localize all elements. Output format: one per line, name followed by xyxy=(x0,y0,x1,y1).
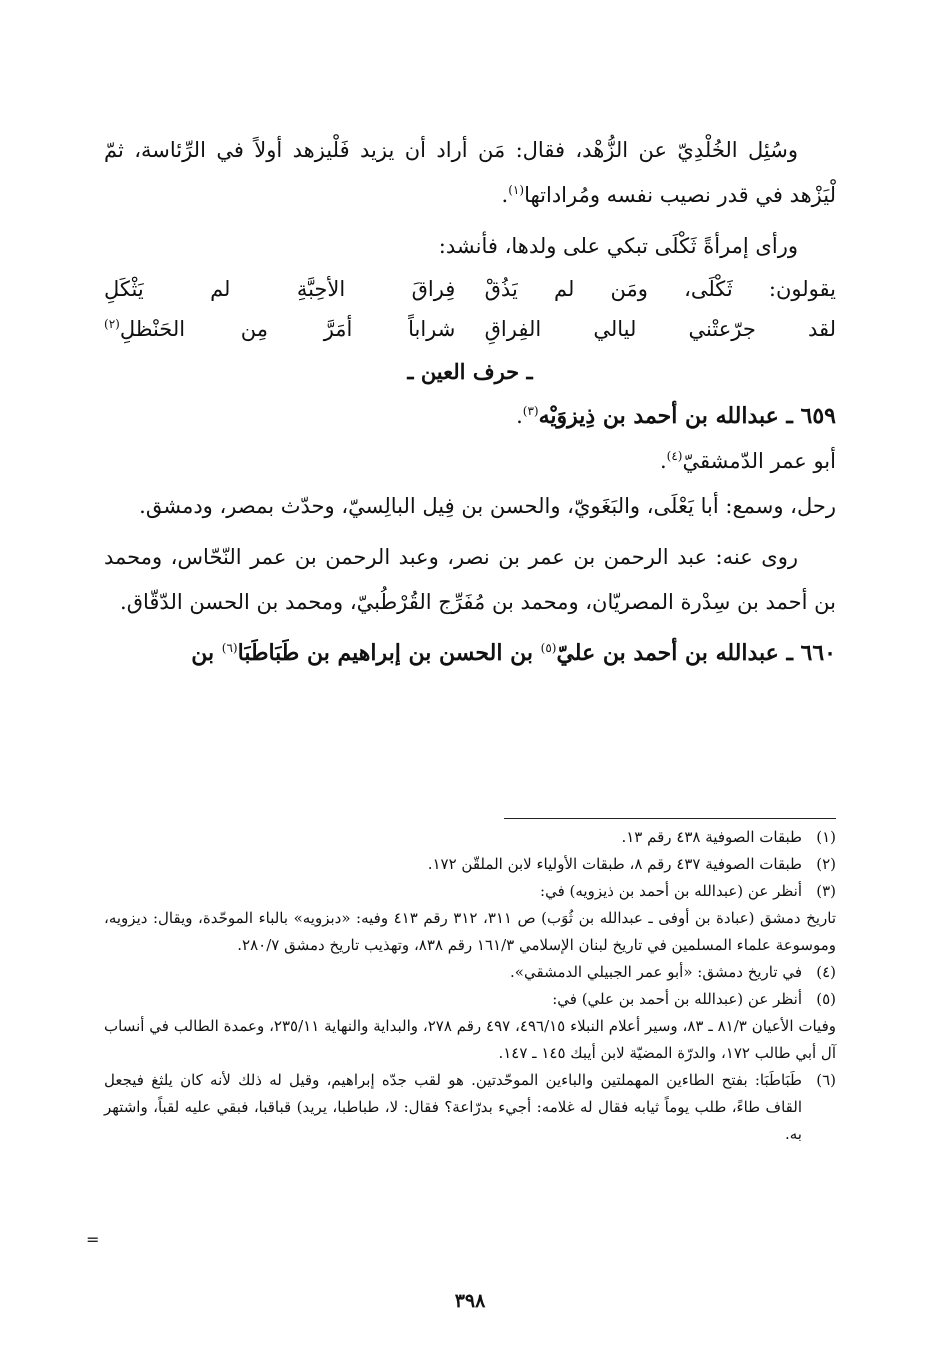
entry-659-heading xyxy=(104,394,836,439)
section-title: ـ حرف العين ـ xyxy=(407,359,533,384)
continuation-mark: = xyxy=(86,1230,100,1249)
footnote-2-number: (٢) xyxy=(816,855,836,873)
entry-659-kunya-text: أبو عمر الدّمشقيّ xyxy=(682,449,836,473)
footnote-4-text: في تاريخ دمشق: «أبو عمر الجبيلي الدمشقي». xyxy=(510,963,802,981)
footnote-4-number: (٤) xyxy=(816,963,836,981)
footnote-5 xyxy=(104,986,836,1013)
footnote-5-sources: وفيات الأعيان ٨١/٣ ـ ٨٣، وسير أعلام النبلاء ٤٩٦/١٥، ٤٩٧ رقم ٢٧٨، والبداية والنهاية ٢٣٥/١١، وعمدة الطالب في أنساب آل أبي طالب ١٧٢، والدرّة المضيّة لابن أيبك ١٤٥ ـ ١٤٧. xyxy=(104,1017,837,1062)
footnote-3-sources: تاريخ دمشق (عبادة بن أوفى ـ عبدالله بن ثُوَب) ص ٣١١، ٣١٢ رقم ٤١٣ وفيه: «دبزويه» بالباء الموحّدة، ويقال: ديزويه، وموسوعة علماء المسلمين في تاريخ لبنان الإسلامي ١٦١/٣ رقم ٨٣٨، وتهذيب تاريخ دمشق ٢٨٠/٧. xyxy=(104,909,836,954)
footnote-3-number: (٣) xyxy=(816,882,836,900)
poem-line-2-second-text: شراباً أمَرَّ مِن الحَنْظلِ xyxy=(119,317,456,341)
footnote-6-text: طَبَاطَبَا: بفتح الطاءين المهملتين والباءين الموحّدتين. هو لقب جدّه إبراهيم، وقيل له ذلك لأنه كان يلثغ فيجعل القاف طاءً، طلب يوماً ثيابه فقال له غلامه: أجيء بدرّاعة؟ فقال: لا، طباطبا، يريد) قباقبا، فبقي عليه لقباً، واشتهر به. xyxy=(104,1071,802,1143)
footnote-ref-3: (٣) xyxy=(522,404,539,418)
footnotes xyxy=(104,824,836,1148)
footnote-5-text: أنظر عن (عبدالله بن أحمد بن علي) في: xyxy=(552,990,802,1008)
footnote-2-text: طبقات الصوفية ٤٣٧ رقم ٨، طبقات الأولياء لابن الملقّن ١٧٢. xyxy=(427,855,802,873)
poem-line-2-first-hemistich: لقد جرّعتْني ليالي الفِراقِ xyxy=(484,317,836,341)
entry-660-name-part-3: بن xyxy=(191,640,222,666)
footnote-ref-5: (٥) xyxy=(540,641,557,655)
entry-659-kunya-end: . xyxy=(659,449,667,473)
poem-line-2-second-hemistich xyxy=(104,309,455,349)
footnote-3-text: أنظر عن (عبدالله بن أحمد بن ذيزويه) في: xyxy=(540,882,802,900)
entry-659-name: ٦٥٩ ـ عبدالله بن أحمد بن ذِيزوَيْه xyxy=(538,403,836,429)
footnote-5-number: (٥) xyxy=(816,990,836,1008)
page-number: ٣٩٨ xyxy=(454,1290,486,1312)
entry-660-name-part-1: ٦٦٠ ـ عبدالله بن أحمد بن عليّ xyxy=(556,640,836,666)
footnote-divider xyxy=(504,818,836,819)
footnote-ref-1: (١) xyxy=(508,183,525,197)
paragraph-zuhd xyxy=(104,128,836,218)
poem-line-1 xyxy=(104,269,836,309)
paragraph-zuhd-end: . xyxy=(501,183,509,207)
footnote-ref-6: (٦) xyxy=(221,641,238,655)
poem-line-2 xyxy=(104,309,836,349)
footnote-ref-2: (٢) xyxy=(104,317,120,331)
paragraph-intro-poem: ورأى إمرأةً ثَكْلَى تبكي على ولدها، فأنشد: xyxy=(438,234,798,258)
footnote-2 xyxy=(104,851,836,878)
entry-659-travel: رحل، وسمع: أبا يَعْلَى، والبَغَويّ، والحسن بن فِيل البالِسيّ، وحدّث بمصر، ودمشق. xyxy=(139,494,836,518)
footnote-ref-4: (٤) xyxy=(666,449,683,463)
footnote-1-number: (١) xyxy=(816,828,836,846)
entry-659-kunya xyxy=(104,439,836,484)
poem xyxy=(104,269,836,349)
footnote-6-number: (٦) xyxy=(816,1071,836,1089)
footnote-1-text: طبقات الصوفية ٤٣٨ رقم ١٣. xyxy=(621,828,802,846)
footnote-4 xyxy=(104,959,836,986)
entry-660-heading xyxy=(104,631,836,676)
footnote-6 xyxy=(104,1067,836,1148)
entry-659-heading-end: . xyxy=(516,404,523,428)
main-text xyxy=(104,128,836,676)
poem-line-1-second-hemistich: فِراقَ الأحِبَّةِ لم يَثْكَلِ xyxy=(104,277,456,301)
footnote-3 xyxy=(104,878,836,905)
entry-659-narrators: روى عنه: عبد الرحمن بن عمر بن نصر، وعبد الرحمن بن عمر النّحّاس، ومحمد بن أحمد بن سِدْرة المصريّان، ومحمد بن مُفَرِّج القُرْطُبيّ، ومحمد بن الحسن الدّقّاق. xyxy=(104,545,836,614)
footnote-1 xyxy=(104,824,836,851)
entry-660-name-part-2: بن الحسن بن إبراهيم بن طَبَاطَبَا xyxy=(237,640,541,666)
paragraph-zuhd-text: وسُئِل الخُلْدِيّ عن الزُّهْد، فقال: مَن أراد أن يزيد فَلْيزهد أولاً في الرِّئاسة، ثمّ لْيَزْهد في قدر نصيب نفسه ومُراداتها xyxy=(104,138,836,207)
poem-line-1-first-hemistich: يقولون: ثَكْلَى، ومَن لم يَذُقْ xyxy=(484,277,836,301)
